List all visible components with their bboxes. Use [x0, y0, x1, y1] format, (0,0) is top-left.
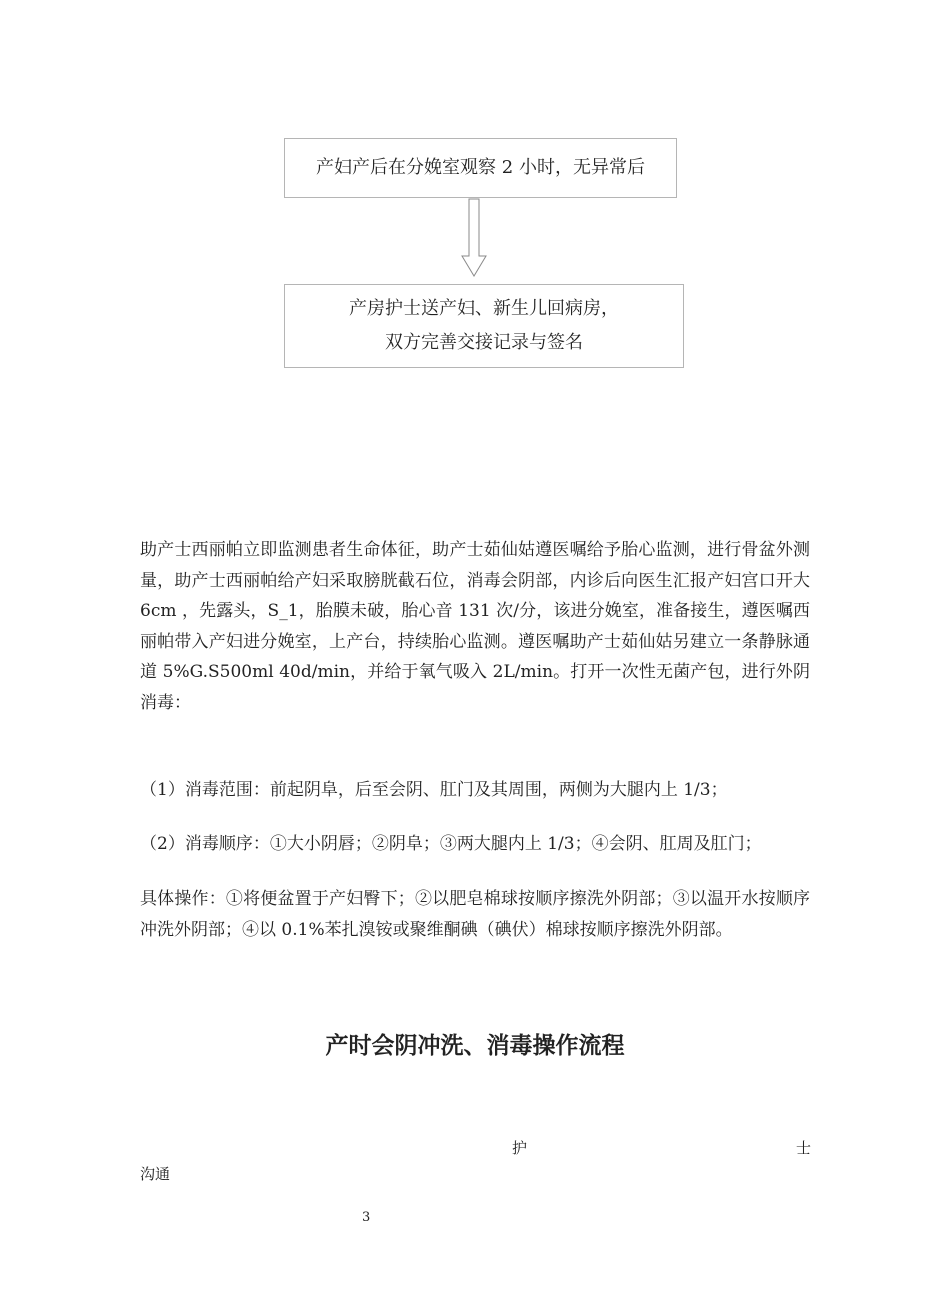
page-number: 3 — [362, 1210, 371, 1225]
flowchart-box-return-ward-line1: 产房护士送产妇、新生儿回病房， — [349, 298, 619, 319]
flowchart-box-return-ward-line2: 双方完善交接记录与签名 — [385, 332, 583, 353]
fragment-text-shi: 士 — [796, 1139, 812, 1157]
operation-paragraph: 具体操作：①将便盆置于产妇臀下；②以肥皂棉球按顺序擦洗外阴部；③以温开水按顺序冲洗外阴部；④以 0.1%苯扎溴铵或聚维酮碘（碘伏）棉球按顺序擦洗外阴部。 — [140, 889, 810, 940]
fragment-text-hu: 护 — [512, 1139, 528, 1157]
flowchart-box-return-ward — [284, 284, 684, 368]
disinfection-range-item: （1）消毒范围：前起阴阜，后至会阴、肛门及其周围，两侧为大腿内上 1/3； — [140, 780, 728, 800]
body-paragraph: 助产士西丽帕立即监测患者生命体征，助产士茹仙姑遵医嘱给予胎心监测，进行骨盆外测量，助产士西丽帕给产妇采取膀胱截石位，消毒会阴部，内诊后向医生汇报产妇宫口开大 6cm ，先露头，S_1，胎膜未破，胎心音 131 次/分，该进分娩室，准备接生，遵医嘱西丽帕带入产妇进分娩室，上产台，持续胎心监测。遵医嘱助产士茹仙姑另建立一条静脉通道 5%G.S500ml 40d/min，并给于氧气吸入 2L/min。打开一次性无菌产包，进行外阴消毒： — [140, 540, 810, 713]
flowchart-box-observation-text: 产妇产后在分娩室观察 2 小时，无异常后 — [316, 157, 645, 178]
disinfection-order-item: （2）消毒顺序：①大小阴唇；②阴阜；③两大腿内上 1/3；④会阴、肛周及肛门； — [140, 834, 762, 854]
fragment-text-goutong: 沟通 — [140, 1165, 171, 1183]
down-arrow-icon — [461, 198, 487, 278]
section-title: 产时会阴冲洗、消毒操作流程 — [325, 1032, 625, 1059]
flowchart-box-observation — [284, 138, 677, 198]
